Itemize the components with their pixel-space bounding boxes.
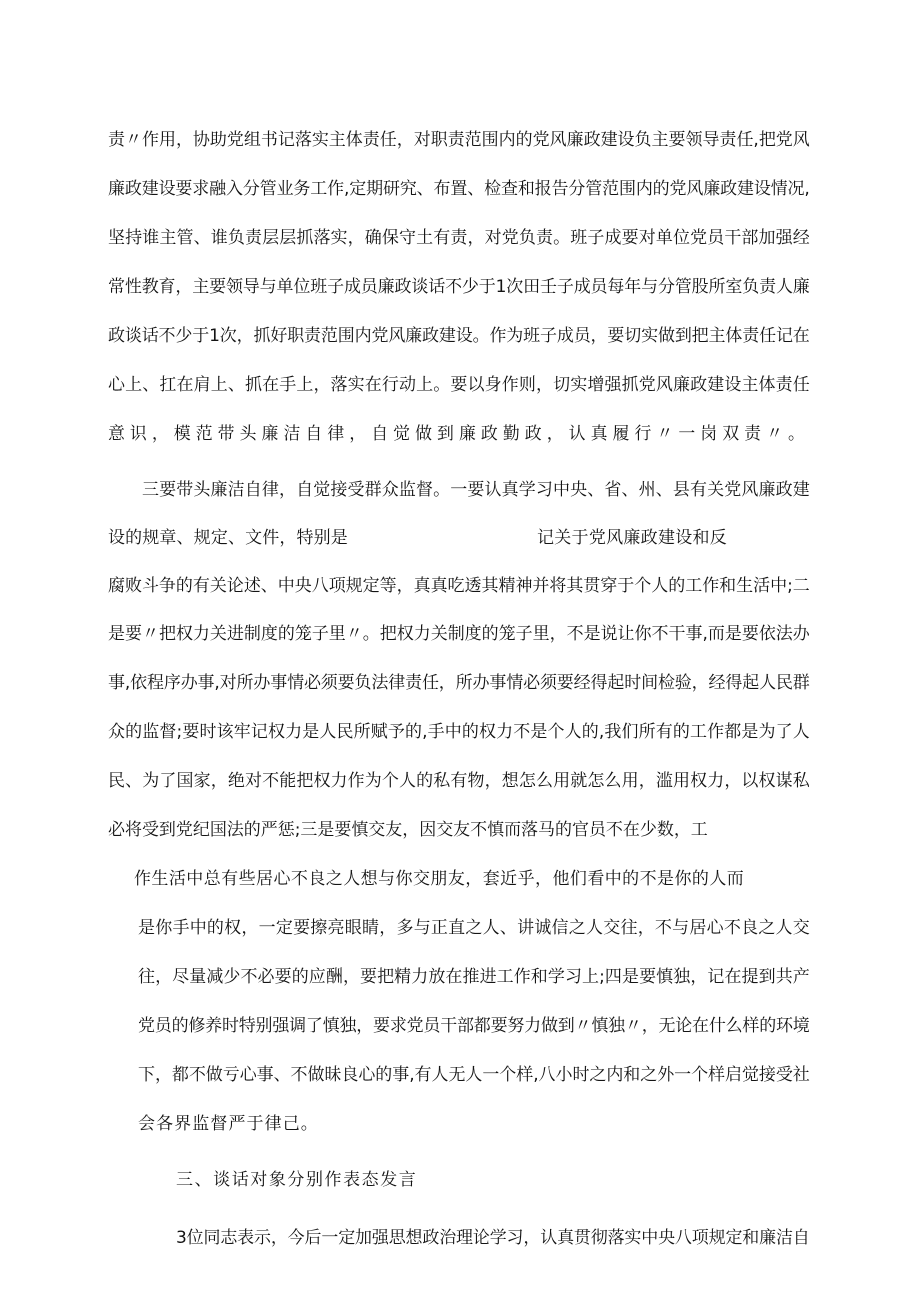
- text-line: 心上、扛在肩上、抓在手上，落实在行动上。要以身作则，切实增强抓党风廉政建设主体责任: [108, 375, 810, 395]
- text-line: 众的监督;要时该牢记权力是人民所赋予的,手中的权力不是个人的,我们所有的工作都是为了人: [108, 722, 810, 742]
- text-line: 坚持谁主管、谁负责层层抓落实，确保守土有责，对党负责。班子成要对单位党员干部加强经: [108, 228, 810, 248]
- text-line: 往，尽量减少不必要的应酬，要把精力放在推进工作和学习上;四是要慎独，记在提到共产: [138, 967, 810, 987]
- text-line: 常性教育，主要领导与单位班子成员廉政谈话不少于1次田壬子成员每年与分管股所室负责人廉: [108, 277, 810, 297]
- text-line: 3位同志表示，今后一定加强思想政治理论学习，认真贯彻落实中央八项规定和廉洁自: [176, 1228, 810, 1248]
- text-line: 下，都不做亏心事、不做昧良心的事,有人无人一个样,八小时之内和之外一个样启觉接受社: [138, 1065, 810, 1085]
- text-line: 设的规章、规定、文件，特别是: [108, 528, 348, 548]
- text-line: 是要〃把权力关进制度的笼子里〃。把权力关制度的笼子里，不是说让你不干事,而是要依法办: [108, 624, 810, 644]
- text-line: 廉政建设要求融入分管业务工作,定期研究、布置、检查和报告分管范围内的党风廉政建设情况,: [108, 179, 810, 199]
- text-line: 意识，模范带头廉洁自律，自觉做到廉政勤政，认真履行〃一岗双责〃。: [108, 424, 810, 444]
- text-line: 民、为了国家，绝对不能把权力作为个人的私有物，想怎么用就怎么用，滥用权力，以权谋私: [108, 771, 810, 791]
- text-line: 作生活中总有些居心不良之人想与你交朋友，套近乎，他们看中的不是你的人而: [134, 869, 745, 889]
- section-heading: 三、谈话对象分别作表态发言: [176, 1170, 418, 1190]
- text-line: 三要带头廉洁自律，自觉接受群众监督。一要认真学习中央、省、州、县有关党风廉政建: [142, 480, 810, 500]
- text-line: 责〃作用，协助党组书记落实主体责任，对职责范围内的党风廉政建设负主要领导责任,把党风: [108, 130, 810, 150]
- text-line: 党员的修养时特别强调了慎独，要求党员干部都要努力做到〃慎独〃，无论在什么样的环境: [138, 1016, 810, 1036]
- text-line: 腐败斗争的有关论述、中央八项规定等，真真吃透其精神并将其贯穿于个人的工作和生活中;二: [108, 576, 810, 596]
- text-line: 必将受到党纪国法的严惩;三是要慎交友，因交友不慎而落马的官员不在少数，工: [108, 820, 708, 840]
- text-line: 政谈话不少于1次，抓好职责范围内党风廉政建设。作为班子成员，要切实做到把主体责任记在: [108, 326, 810, 346]
- text-line: 记关于党风廉政建设和反: [537, 528, 728, 548]
- text-line: 事,依程序办事,对所办事情必须要负法律责任，所办事情必须要经得起时间检验，经得起人民群: [108, 673, 810, 693]
- text-line: 会各界监督严于律己。: [138, 1114, 319, 1134]
- text-line: 是你手中的权，一定要擦亮眼睛，多与正直之人、讲诚信之人交往，不与居心不良之人交: [138, 918, 811, 938]
